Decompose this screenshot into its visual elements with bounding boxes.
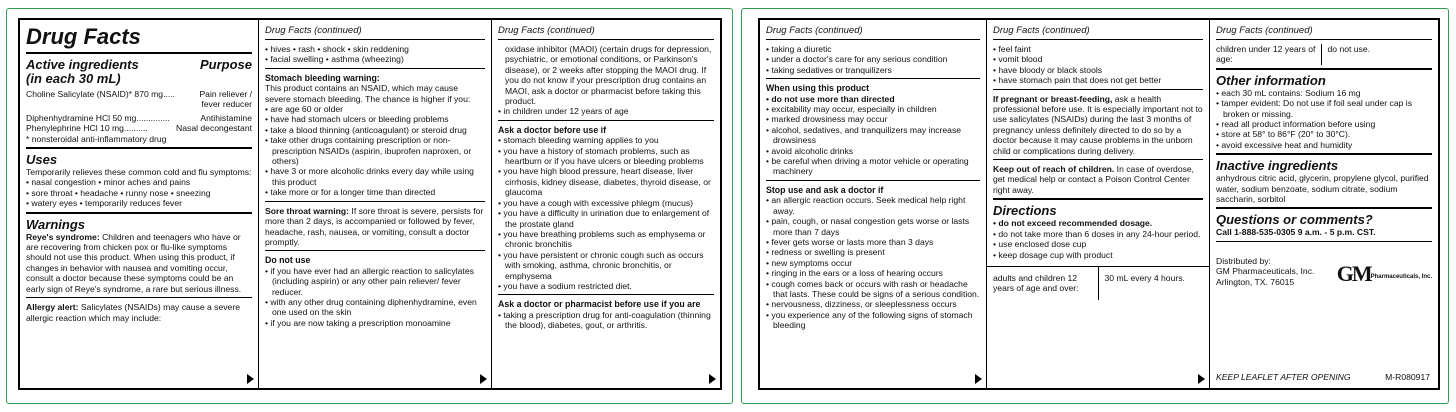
- stop-use-title: Stop use and ask a doctor if: [766, 184, 884, 195]
- do-not-use-item: • if you have ever had an allergic reaction to salicylates (including aspirin) or any other pain reliever/ fever reducer.: [265, 265, 474, 297]
- directions-item: • use enclosed dose cup: [993, 239, 1087, 250]
- ingredient-name: Choline Salicylate (NSAID)* 870 mg.....: [26, 89, 176, 99]
- stop-use-item: • an allergic reaction occurs. Seek medical help right away.: [766, 195, 966, 216]
- when-using-item: • do not use more than directed: [766, 93, 895, 104]
- ask-doctor-item: • you have a sodium restricted diet.: [498, 280, 632, 291]
- ingredient-purpose: fever reducer: [201, 99, 252, 110]
- uses-item: • watery eyes • temporarily reduces fever: [26, 198, 182, 209]
- uses-title: Uses: [26, 152, 58, 168]
- keep-text: In case of overdose, get medical help or contact a Poison Control Center right away.: [993, 164, 1195, 195]
- gm-pharmaceuticals-logo: [1337, 261, 1432, 287]
- other-info-item: • each 30 mL contains: Sodium 16 mg: [1216, 87, 1361, 98]
- divider: [265, 250, 485, 251]
- divider: [498, 294, 714, 295]
- divider: [1216, 241, 1432, 242]
- divider: [498, 39, 714, 40]
- stop-use-item: • you experience any of the following signs of stomach bleeding: [766, 309, 973, 331]
- allergy-item: • facial swelling • asthma (wheezing): [265, 54, 404, 65]
- column-2: [258, 20, 491, 388]
- allergy-alert: [26, 302, 252, 323]
- active-ingredients-title: Active ingredients: [26, 57, 139, 72]
- directions-item: • do not take more than 6 doses in any 24-hour period.: [993, 228, 1201, 239]
- distributor-block: [1216, 256, 1432, 287]
- allergy-label: Allergy alert:: [26, 302, 79, 313]
- inactive-ingredients-title: Inactive ingredients: [1216, 158, 1339, 174]
- stomach-bleeding-sign: • have bloody or black stools: [993, 64, 1103, 75]
- ingredient-purpose: Nasal decongestant: [176, 123, 252, 134]
- continue-arrow-icon: [480, 374, 487, 384]
- allergy-text: Salicylates (NSAIDs) may cause a severe allergic reaction which may include:: [26, 302, 240, 323]
- distributor-city: Arlington, TX. 76015: [1216, 276, 1295, 287]
- questions-phone: Call 1-888-535-0305 9 a.m. - 5 p.m. CST.: [1216, 227, 1376, 238]
- divider: [265, 68, 485, 69]
- stomach-item: • take more or for a longer time than directed: [265, 187, 436, 198]
- divider: [766, 39, 980, 40]
- continue-arrow-icon: [247, 374, 254, 384]
- divider: [265, 201, 485, 202]
- divider: [1216, 39, 1432, 40]
- distributor-name: GM Pharmaceuticals, Inc.: [1216, 266, 1315, 277]
- sore-text: If sore throat is severe, persists for more than 2 days, is accompanied or followed by fever, headache, rash, nausea, or vomiting, consult a doctor promptly.: [265, 205, 484, 247]
- divider: [766, 180, 980, 181]
- divider: [766, 78, 980, 79]
- keep-label: Keep out of reach of children.: [993, 164, 1115, 175]
- ingredient-name: Diphenhydramine HCl 50 mg..............: [26, 112, 170, 123]
- ask-pharmacist-title: Ask a doctor or pharmacist before use if you are: [498, 299, 701, 310]
- column-3: [491, 20, 720, 388]
- continued-header: Drug Facts (continued): [993, 25, 1090, 36]
- ask-doctor-item: • you have a history of stomach problems, such as heartburn or if you have ulcers or bleeding problems: [498, 145, 704, 167]
- divider: [993, 198, 1203, 200]
- ask-doctor-title: Ask a doctor before use if: [498, 124, 607, 135]
- ask-doctor-item: • you have persistent or chronic cough such as occurs with smoking, asthma, chronic bronchitis, or emphysema: [498, 249, 704, 281]
- reye-syndrome-warning: [26, 232, 252, 294]
- when-using-title: When using this product: [766, 83, 870, 94]
- ingredient-purpose: Antihistamine: [200, 112, 252, 123]
- ingredient-purpose: Pain reliever /: [199, 89, 252, 99]
- do-not-use-title: Do not use: [265, 255, 311, 266]
- product-code: M-R080917: [1385, 372, 1430, 382]
- reye-label: Reye's syndrome:: [26, 231, 100, 242]
- stop-use-item: • nervousness, dizziness, or sleeplessness occurs: [766, 299, 957, 310]
- uses-item: • nasal congestion • minor aches and pains: [26, 177, 191, 188]
- keep-leaflet-note: KEEP LEAFLET AFTER OPENING: [1216, 372, 1351, 382]
- active-ingredients-subtitle: (in each 30 mL): [26, 71, 121, 86]
- uses-item: • sore throat • headache • runny nose • sneezing: [26, 187, 211, 198]
- dosage-age: adults and children 12 years of age and over:: [993, 272, 1079, 294]
- when-using-item: • excitability may occur, especially in children: [766, 104, 937, 115]
- purpose-title: Purpose: [199, 57, 252, 72]
- allergy-item: • hives • rash • shock • skin reddening: [265, 44, 409, 54]
- stomach-item: • take a blood thinning (anticoagulant) or steroid drug: [265, 124, 467, 135]
- stop-use-item: • pain, cough, or nasal congestion gets worse or lasts more than 7 days: [766, 216, 970, 237]
- continue-arrow-icon: [709, 374, 716, 384]
- directions-item: • do not exceed recommended dosage.: [993, 218, 1153, 229]
- stomach-bleeding-text: This product contains an NSAID, which may cause severe stomach bleeding. The chance is higher if you:: [265, 83, 471, 104]
- uses-intro: Temporarily relieves these common cold and flu symptoms:: [26, 167, 252, 178]
- logo-mark: GM: [1336, 261, 1371, 287]
- pregnancy-text: ask a health professional before use. It is especially important not to use salicylates (NSAIDs) during the last 3 months of pregnancy unless definitely directed to do so by a doctor because it may cause problems in the unborn child or complications during delivery.: [993, 93, 1203, 156]
- continued-header: Drug Facts (continued): [265, 25, 362, 36]
- divider: [26, 212, 252, 214]
- ingredient-row: [26, 89, 252, 99]
- dosage-table-row: [1216, 44, 1432, 65]
- stomach-bleeding-sign: • vomit blood: [993, 54, 1043, 65]
- stomach-bleeding-sign: • feel faint: [993, 44, 1031, 54]
- when-using-item: • marked drowsiness may occur: [766, 114, 888, 125]
- stomach-bleeding-title: Stomach bleeding warning:: [265, 72, 380, 83]
- continued-header: Drug Facts (continued): [766, 25, 863, 36]
- stop-use-item: • fever gets worse or lasts more than 3 days: [766, 236, 934, 247]
- ask-pharmacist-item: • taking a prescription drug for anti-coagulation (thinning the blood), diabetes, gout, or arthritis.: [498, 309, 711, 331]
- dosage-table-row: [987, 266, 1209, 300]
- column-6: [1209, 20, 1438, 388]
- sore-throat-warning: [265, 206, 485, 248]
- ingredient-row: [26, 113, 252, 123]
- column-4: [760, 20, 986, 388]
- divider: [1216, 153, 1432, 155]
- dosage-age: children under 12 years of age:: [1216, 44, 1316, 65]
- maoi-continued-text: oxidase inhibitor (MAOI) (certain drugs for depression, psychiatric, or emotional conditions, or Parkinson's disease), or 2 weeks after stopping the MAOI drug. If you do not know if your prescription drug contains an MAOI, ask a doctor or pharmacist before taking this product.: [505, 44, 712, 107]
- other-info-item: • tamper evident: Do not use if foil seal under cap is broken or missing.: [1216, 98, 1412, 119]
- ingredient-row-cont: [26, 99, 252, 109]
- inactive-ingredients-text: anhydrous citric acid, glycerin, propylene glycol, purified water, sodium benzoate, sodium citrate, sodium saccharin, sorbitol: [1216, 173, 1429, 205]
- divider: [993, 39, 1203, 40]
- stop-use-item: • cough comes back or occurs with rash or headache that lasts. These could be signs of a serious condition.: [766, 278, 980, 299]
- stomach-item: • take other drugs containing prescription or non-prescription NSAIDs (aspirin, ibuprofen naproxen, or others): [265, 135, 472, 167]
- divider: [1216, 207, 1432, 209]
- drug-facts-box-left: [18, 18, 722, 390]
- warnings-title: Warnings: [26, 216, 85, 232]
- when-using-item: • avoid alcoholic drinks: [766, 145, 854, 156]
- other-information-title: Other information: [1216, 72, 1326, 88]
- ask-doctor-item: • you have a cough with excessive phlegm (mucus): [498, 197, 694, 208]
- pregnancy-warning: [993, 94, 1203, 156]
- divider: [26, 297, 252, 298]
- ingredient-name: Phenylephrine HCl 10 mg..........: [26, 123, 148, 134]
- divider: [993, 159, 1203, 160]
- sore-label: Sore throat warning:: [265, 205, 350, 216]
- directions-title: Directions: [993, 203, 1057, 219]
- keep-out-of-reach: [993, 164, 1203, 195]
- ask-doctor-item: • stomach bleeding warning applies to you: [498, 135, 659, 146]
- do-not-use-item: • in children under 12 years of age: [498, 106, 629, 117]
- stomach-bleeding-sign: • have stomach pain that does not get better: [993, 75, 1162, 86]
- footnote: * nonsteroidal anti-inflammatory drug: [26, 133, 167, 144]
- ingredient-row: [26, 123, 252, 133]
- column-1: [20, 20, 258, 388]
- continued-header: Drug Facts (continued): [1216, 25, 1313, 36]
- pregnancy-label: If pregnant or breast-feeding,: [993, 93, 1113, 104]
- drug-facts-title: Drug Facts: [26, 24, 141, 49]
- divider: [265, 39, 485, 40]
- dosage-amount: 30 mL every 4 hours.: [1098, 267, 1210, 300]
- other-info-item: • avoid excessive heat and humidity: [1216, 139, 1353, 150]
- divider: [498, 120, 714, 121]
- continue-arrow-icon: [1198, 374, 1205, 384]
- when-using-item: • be careful when driving a motor vehicle or operating machinery: [766, 156, 969, 177]
- directions-item: • keep dosage cup with product: [993, 249, 1113, 260]
- divider: [26, 147, 252, 149]
- continue-arrow-icon: [975, 374, 982, 384]
- ask-pharmacist-item: • taking a diuretic: [766, 44, 832, 54]
- dosage-amount: do not use.: [1321, 44, 1433, 65]
- ask-doctor-item: • you have high blood pressure, heart disease, liver cirrhosis, kidney disease, diabetes, thyroid disease, or glaucoma: [498, 166, 711, 198]
- ask-doctor-item: • you have breathing problems such as emphysema or chronic bronchitis: [498, 228, 706, 250]
- continued-header: Drug Facts (continued): [498, 25, 595, 36]
- active-ingredients-header: [26, 58, 252, 72]
- stomach-item: • have 3 or more alcoholic drinks every day while using this product: [265, 166, 474, 187]
- divider: [1216, 68, 1432, 70]
- divider: [26, 52, 252, 54]
- ask-pharmacist-item: • taking sedatives or tranquilizers: [766, 64, 892, 75]
- when-using-item: • alcohol, sedatives, and tranquilizers may increase drowsiness: [766, 124, 962, 146]
- ask-pharmacist-item: • under a doctor's care for any serious condition: [766, 54, 948, 65]
- reye-text: Children and teenagers who have or are recovering from chicken pox or flu-like symptoms should not use this product. When using this product, if changes in behavior with nausea and vomiting occur, consult a doctor because these symptoms could be an early sign of Reye's syndrome, a rare but serious illness.: [26, 231, 242, 294]
- do-not-use-item: • if you are now taking a prescription monoamine: [265, 317, 451, 328]
- do-not-use-item: • with any other drug containing diphenhydramine, even one used on the skin: [265, 296, 477, 318]
- stop-use-item: • ringing in the ears or a loss of hearing occurs: [766, 268, 943, 279]
- ask-doctor-item: • you have a difficulty in urination due to enlargement of the prostate gland: [498, 208, 710, 229]
- logo-subtext: Pharmaceuticals, Inc.: [1370, 274, 1432, 281]
- other-info-item: • read all product information before using: [1216, 119, 1376, 130]
- drug-facts-box-right: [758, 18, 1440, 390]
- questions-title: Questions or comments?: [1216, 212, 1373, 228]
- distributed-by-label: Distributed by:: [1216, 255, 1271, 266]
- divider: [993, 89, 1203, 90]
- other-info-item: • store at 58° to 86°F (20° to 30°C).: [1216, 129, 1351, 140]
- leaflet-footer: [1216, 372, 1430, 382]
- stop-use-item: • redness or swelling is present: [766, 247, 885, 258]
- stomach-item: • have had stomach ulcers or bleeding problems: [265, 114, 449, 125]
- stomach-item: • are age 60 or older: [265, 104, 344, 115]
- stop-use-item: • new symptoms occur: [766, 257, 853, 268]
- column-5: [986, 20, 1209, 388]
